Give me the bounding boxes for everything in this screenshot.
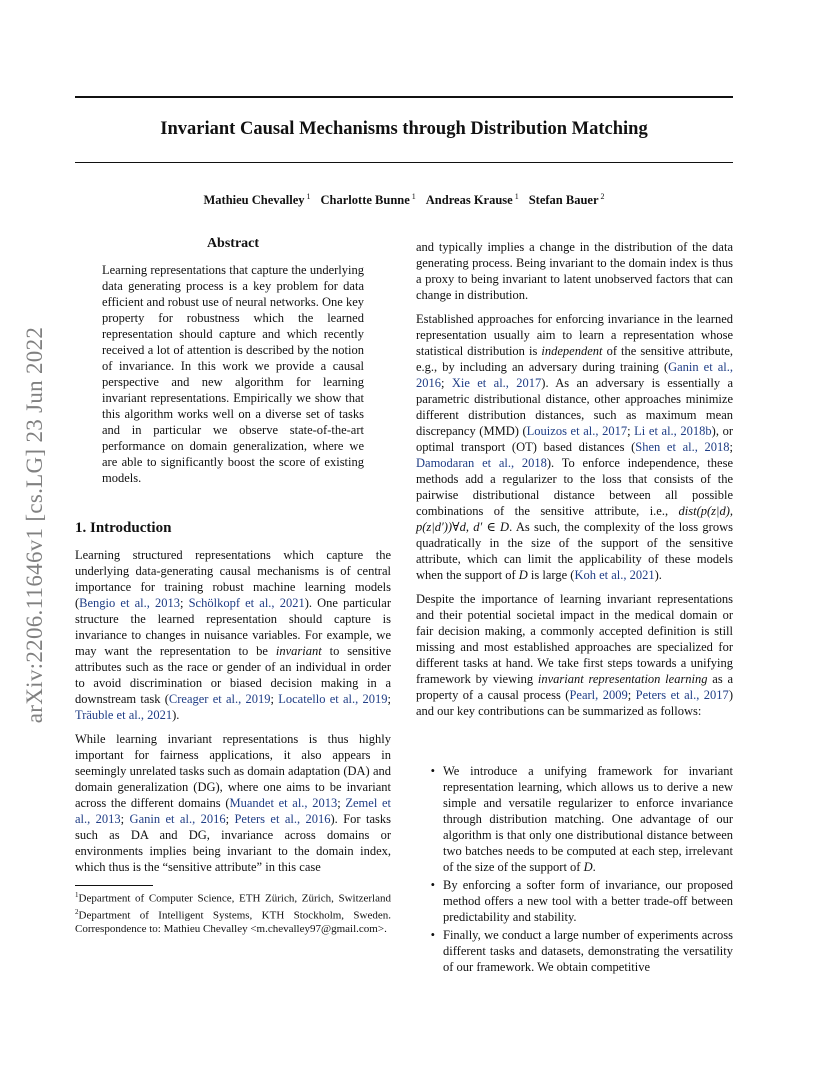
- bullet-icon: •: [430, 878, 435, 892]
- citation-link[interactable]: Xie et al., 2017: [451, 376, 542, 390]
- citation-link[interactable]: Creager et al., 2019: [168, 692, 271, 706]
- arxiv-stamp: arXiv:2206.11646v1 [cs.LG] 23 Jun 2022: [22, 326, 47, 724]
- bullet-icon: •: [430, 928, 435, 942]
- citation-link[interactable]: Muandet et al., 2013: [229, 796, 338, 810]
- abstract-heading: Abstract: [206, 236, 260, 251]
- citation-link[interactable]: Peters et al., 2016: [234, 812, 331, 826]
- introduction-right-column: [416, 239, 733, 727]
- citation-link[interactable]: Schölkopf et al., 2021: [188, 596, 305, 610]
- author: Mathieu Chevalley $^1$: [203, 192, 311, 208]
- right-paragraph-3: Despite the importance of learning invariant representations and their potential societal impact in the medical domain or fair decision making, a commonly accepted definition is still missing and most established approaches are specialized for different tasks at hand. We take first steps towards a unifying framework by viewing invariant representation learning as a property of a causal process (Pearl, 2009; Peters et al., 2017) and our key contributions can be summarized as follows:: [416, 592, 733, 718]
- list-item: • By enforcing a softer form of invariance, our proposed method offers a new tool with a better trade-off between predictability and stability.: [416, 877, 733, 925]
- citation-link[interactable]: Bengio et al., 2013: [79, 596, 180, 610]
- citation-link[interactable]: Ganin et al., 2016: [416, 360, 733, 390]
- author: Charlotte Bunne $^1$: [320, 192, 416, 208]
- citation-link[interactable]: Li et al., 2018b: [634, 424, 712, 438]
- title-bottom-rule: [75, 162, 733, 163]
- contributions-list: [416, 763, 733, 977]
- affiliation-footnote: $^1$Department of Computer Science, ETH Zürich, Zürich, Switzerland $^2$Department of Intelligent Systems, KTH Stockholm, Sweden. Correspondence to: Mathieu Chevalley <m.chevalley97@gmail.com>.: [75, 891, 391, 935]
- section-heading-introduction: 1. Introduction: [75, 520, 172, 536]
- citation-link[interactable]: Koh et al., 2021: [574, 568, 655, 582]
- footnote-rule: [75, 885, 153, 886]
- citation-link[interactable]: Träuble et al., 2021: [75, 708, 173, 722]
- abstract-text: Learning representations that capture the underlying data generating process is a key problem for data efficient and robust use of neural networks. One key property for robustness which the learned representation should capture and which recently received a lot of attention is described by the notion of invariance. In this work we provide a causal perspective and new algorithm for learning invariant representations. Empirically we show that this algorithm works well on a diverse set of tasks and in particular we observe state-of-the-art performance on domain generalization, where we are able to significantly boost the score of existing models.: [102, 263, 364, 485]
- right-paragraph-1: and typically implies a change in the distribution of the data generating process. Being invariant to the domain index is thus a proxy to being invariant to latent unobserved factors that can change in distribution.: [416, 240, 733, 302]
- author: Stefan Bauer $^2$: [528, 192, 605, 208]
- citation-link[interactable]: Pearl, 2009: [569, 688, 628, 702]
- citation-link[interactable]: Peters et al., 2017: [635, 688, 729, 702]
- paper-title: Invariant Causal Mechanisms through Distribution Matching: [160, 119, 648, 139]
- introduction-left-column: [75, 547, 391, 883]
- citation-link[interactable]: Shen et al., 2018: [635, 440, 730, 454]
- citation-link[interactable]: Locatello et al., 2019: [278, 692, 388, 706]
- intro-paragraph-2: While learning invariant representations is thus highly important for fairness applications, it also appears in seemingly unrelated tasks such as domain adaptation (DA) and domain generalization (DG), where one aims to be invariant across the different domains (Muandet et al., 2013; Zemel et al., 2013; Ganin et al., 2016; Peters et al., 2016). For tasks such as DA and DG, invariance across domains or environments implies being invariant to the domain index, which thus is the “sensitive attribute” in this case: [75, 732, 391, 874]
- list-item: • We introduce a unifying framework for invariant representation learning, which allows us to derive a new simple and versatile regularizer to enforce invariance through distribution matching. One advantage of our algorithm is that only one distributional distance between two batches needs to be computed at each step, irrelevant of the size of the support of D.: [416, 763, 733, 875]
- right-paragraph-2: Established approaches for enforcing invariance in the learned representation usually aim to learn a representation whose statistical distribution is independent of the sensitive attribute, e.g., by including an adversary during training (Ganin et al., 2016; Xie et al., 2017). As an adversary is essentially a parametric distributional distance, other approaches minimize different distribution distances, such as maximum mean discrepancy (MMD) (Louizos et al., 2017; Li et al., 2018b), or optimal transport (OT) based distances (Shen et al., 2018; Damodaran et al., 2018). To enforce independence, these methods add a regularizer to the loss that consists of the pairwise distributional distance between all possible combinations of the sensitive attribute, i.e., dist(p(z|d), p(z|d′))∀d, d′ ∈ D. As such, the complexity of the loss grows quadratically in the size of the support of the sensitive attribute, which can limit the applicability of these models when the support of D is large (Koh et al., 2021).: [416, 312, 733, 582]
- author: Andreas Krause $^1$: [425, 192, 519, 208]
- citation-link[interactable]: Louizos et al., 2017: [526, 424, 628, 438]
- title-top-rule: [75, 96, 733, 98]
- math-expression: dist(p(z|d), p(z|d′))∀d, d′ ∈ D: [416, 504, 733, 534]
- citation-link[interactable]: Damodaran et al., 2018: [416, 456, 547, 470]
- author-list: [75, 192, 733, 208]
- math-symbol: D: [518, 568, 528, 582]
- intro-paragraph-1: Learning structured representations which capture the underlying data-generating causal mechanisms is of central importance for training robust machine learning models (Bengio et al., 2013; Schölkopf et al., 2021). One particular structure the learned representation should capture is invariance to changes in nuisance variables. For example, we may want the representation to be invariant to sensitive attributes such as the race or gender of an individual in order to avoid discrimination or biased decision making in a downstream task (Creager et al., 2019; Locatello et al., 2019; Träuble et al., 2021).: [75, 548, 392, 722]
- bullet-icon: •: [430, 764, 435, 778]
- citation-link[interactable]: Ganin et al., 2016: [129, 812, 226, 826]
- list-item: • Finally, we conduct a large number of experiments across different tasks and datasets, demonstrating the versatility of our framework. We obtain competitive: [416, 927, 733, 975]
- citation-link[interactable]: Zemel et al., 2013: [75, 796, 391, 826]
